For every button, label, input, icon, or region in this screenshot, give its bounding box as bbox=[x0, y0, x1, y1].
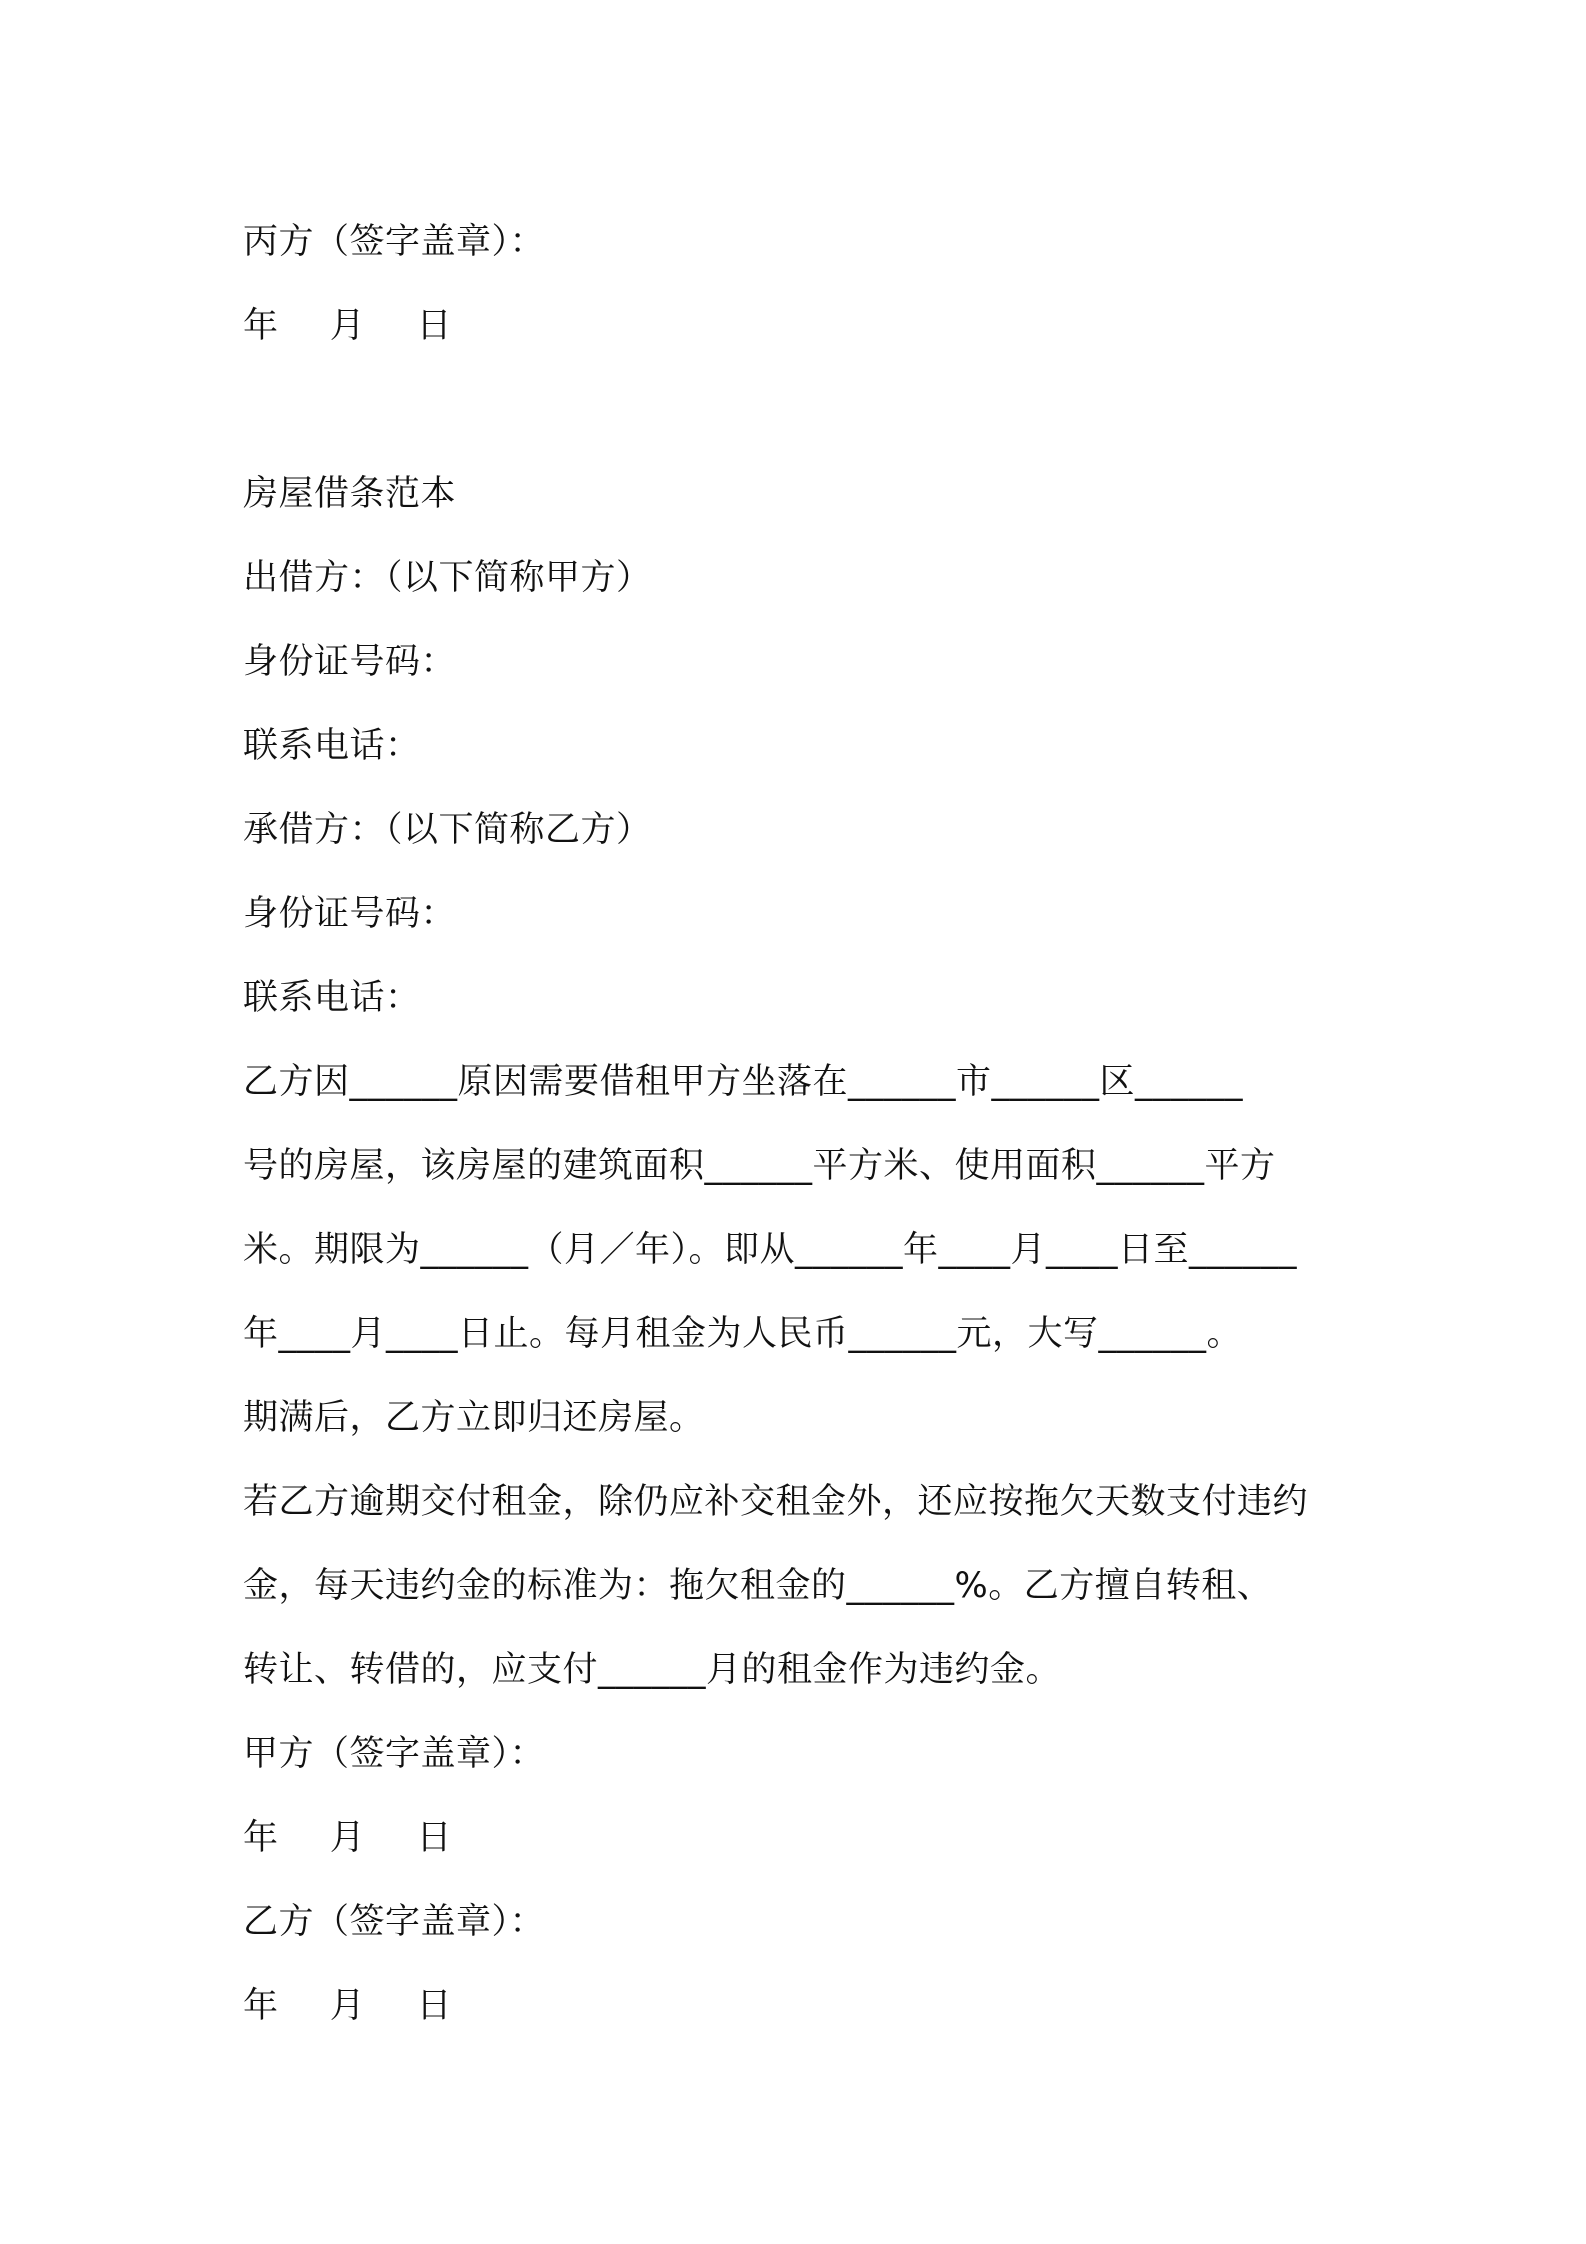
borrower-label: 承借方：（以下简称乙方） bbox=[243, 810, 652, 850]
party-a-date-label: 年 月 日 bbox=[243, 1818, 453, 1858]
body-line: 年____月____日止。每月租金为人民币______元，大写______。 bbox=[243, 1314, 1243, 1354]
lender-label: 出借方：（以下简称甲方） bbox=[243, 558, 652, 598]
party-a-signature-label: 甲方（签字盖章）： bbox=[243, 1734, 546, 1774]
party-b-date-label: 年 月 日 bbox=[243, 1986, 453, 2026]
lender-phone-label: 联系电话： bbox=[243, 726, 421, 766]
body-line: 乙方因______原因需要借租甲方坐落在______市______区______ bbox=[243, 1062, 1244, 1102]
document-content bbox=[243, 200, 1363, 2048]
document-title: 房屋借条范本 bbox=[243, 474, 457, 514]
borrower-phone-label: 联系电话： bbox=[243, 978, 421, 1018]
body-line: 期满后，乙方立即归还房屋。 bbox=[243, 1398, 705, 1438]
body-line: 若乙方逾期交付租金，除仍应补交租金外，还应按拖欠天数支付违约 bbox=[243, 1482, 1309, 1522]
borrower-id-label: 身份证号码： bbox=[243, 894, 457, 934]
body-line: 转让、转借的，应支付______月的租金作为违约金。 bbox=[243, 1650, 1062, 1690]
party-c-signature-label: 丙方（签字盖章）： bbox=[243, 222, 546, 262]
section-spacer bbox=[243, 368, 1363, 452]
body-line: 米。期限为______（月／年）。即从______年____月____日至______ bbox=[243, 1230, 1298, 1270]
lender-id-label: 身份证号码： bbox=[243, 642, 457, 682]
body-line: 金，每天违约金的标准为：拖欠租金的______%。乙方擅自转租、 bbox=[243, 1566, 1273, 1606]
body-line: 号的房屋，该房屋的建筑面积______平方米、使用面积______平方 bbox=[243, 1146, 1276, 1186]
party-c-date-label: 年 月 日 bbox=[243, 306, 453, 346]
party-b-signature-label: 乙方（签字盖章）： bbox=[243, 1902, 546, 1942]
